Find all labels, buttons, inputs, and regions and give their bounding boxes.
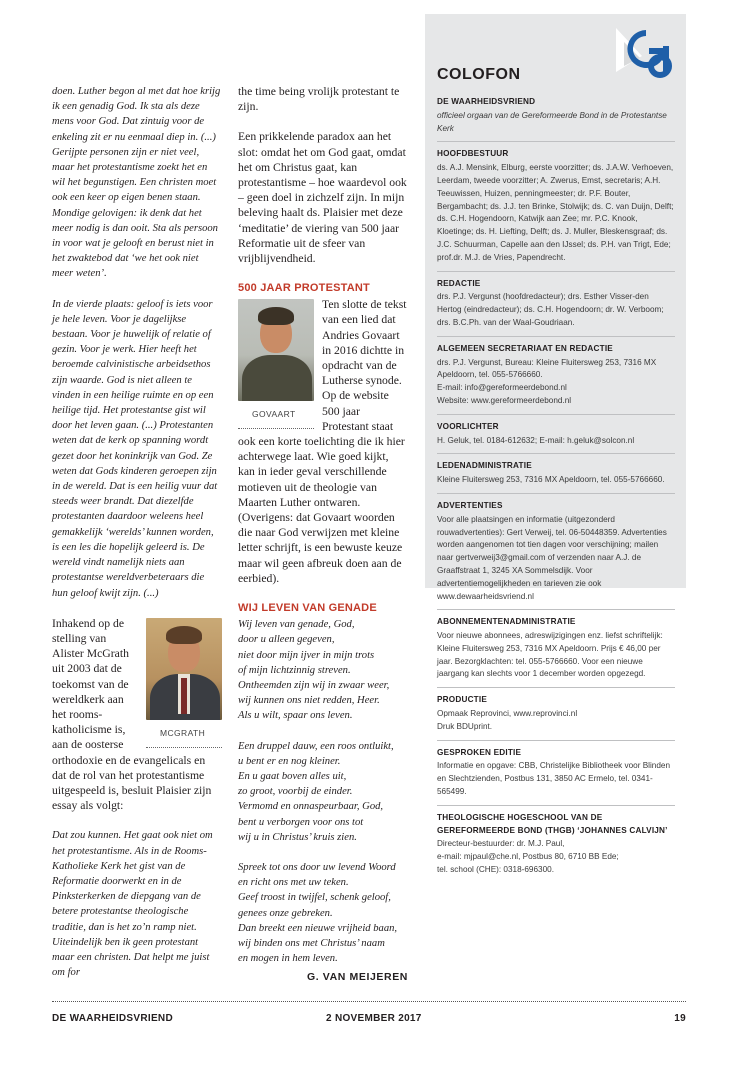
colofon-section-heading: HOOFDBESTUUR xyxy=(437,149,509,159)
footer-date: 2 NOVEMBER 2017 xyxy=(326,1013,422,1024)
colofon-section xyxy=(437,740,675,805)
quote-paragraph: Dat zou kunnen. Het gaat ook niet om het protestantisme. Als in de Rooms-Katholieke Kerk het gist van de Reformatie doorwerkt en in de Pinksterkerken de diepgang van de betere protestantse theologische traditie, dan is het zo’n ramp niet. Uiteindelijk ben ik geen protestant maar een christen. Dat helpt me juist om for xyxy=(52,830,213,979)
section-heading: 500 JAAR PROTESTANT xyxy=(238,282,370,295)
colofon-section xyxy=(437,414,675,454)
poem-heading: WIJ LEVEN VAN GENADE xyxy=(238,602,377,615)
gereformeerde-bond-logo-icon xyxy=(616,28,674,88)
colofon-section-text: officieel orgaan van de Gereformeerde Bond in de Protestantse Kerk xyxy=(437,110,667,133)
body-text: Ten slotte de tekst van een lied dat Andries Govaart in 2016 dichtte in opdracht van de Lutherse synode. Op de website 500 jaar Protestant staat ook een korte toelichting die ik hier achterwege laat. Wie goed kijkt, kan in ieder geval verschillende motieven uit de theologie van Maarten Luther ontwaren. (Overigens: dat Govaart woorden die naar God verwijzen met kleine letter schrijft, is een bewuste keuze maar wil geen afbreuk doen aan de eerbied). xyxy=(238,298,407,585)
colofon-section xyxy=(437,609,675,687)
poem-stanza: Wij leven van genade, God, door u alleen gegeven, niet door mijn ijver in mijn trots of mijn lichtzinnig streven. Ontheemden zijn wij in zwaar weer, wij kunnen ons niet redden, Heer. Als u wilt, spaar ons leven. xyxy=(238,619,390,722)
photo-caption: MCGRATH xyxy=(146,720,222,748)
colofon-section xyxy=(437,336,675,414)
quote-paragraph: In de vierde plaats: geloof is iets voor je hele leven. Voor je dagelijkse bestaan. Voor je huwelijk of relatie of gezin. Voor je werk. Hier heeft het beroemde calvinistische arbeidsethos zijn waarde. God is niet alleen te vinden in een heilige ruimte en op een heilige tijd. Het protestantse gist wil door het leven gaan. (...) Protestanten weten dat de kerk op spanning wordt gezet door het koninkrijk van God. Ze weten dat Gods kinderen geroepen zijn in de wereld. Dat is een heilig vuur dat steeds weer brandt. Dat diezelfde protestanten daardoor weleens heel gemakkelijk ‘werelds’ kunnen worden, is een les die hopelijk geleerd is. De wereld vindt namelijk niets aan protestantse wereldverbeteraars die hun geloof kwijt zijn. (...) xyxy=(52,298,218,599)
poem-stanza: Een druppel dauw, een roos ontluikt, u bent er en nog kleiner. En u gaat boven alles uit, zo groot, voorbij de einder. Vermomd en onnaspeurbaar, God, bent u verborgen voor ons tot wij u in Christus’ kruis zien. xyxy=(238,740,394,843)
colofon-panel xyxy=(425,14,686,875)
article-column-1 xyxy=(52,84,222,995)
colofon-section-heading: PRODUCTIE xyxy=(437,695,488,705)
mcgrath-photo xyxy=(146,618,222,720)
colofon-section-text: drs. P.J. Vergunst (hoofdredacteur); drs. Esther Visser-den Hertog (eindredacteur); ds. C.H. Hogendoorn; dr. W. Verboom; drs. B.C.Ph. van der Waal-Goudriaan. xyxy=(437,292,664,327)
footer-publication: DE WAARHEIDSVRIEND xyxy=(52,1013,173,1024)
colofon-section-text: Voor alle plaatsingen en informatie (uitgezonderd rouwadvertenties): Gert Verweij, tel. 06-50448359. Advertenties worden aangenomen tot tien dagen voor verschijning; mailen naar gertverweij3@gmail.com of verzenden naar A.J. de Graaffstraat 1, 3245 XA Sommelsdijk. Voor advertentiemogelijkheden en tarieven zie ook www.dewaarheidsvriend.nl xyxy=(437,514,667,601)
photo-caption: GOVAART xyxy=(238,401,314,429)
colofon-section-heading: LEDENADMINISTRATIE xyxy=(437,461,532,471)
govaart-photo xyxy=(238,299,314,401)
colofon-section-heading: GESPROKEN EDITIE xyxy=(437,747,522,757)
mcgrath-figure xyxy=(146,618,222,748)
colofon-section-heading: THEOLOGISCHE HOGESCHOOL VAN DE GEREFORMEERDE BOND (THGB) ‘JOHANNES CALVIJN’ xyxy=(437,812,668,835)
body-paragraph: Een prikkelende paradox aan het slot: omdat het om God gaat, omdat het om Christus gaat, kan protestantisme – hoe waardevol ook – geen doel in zichzelf zijn. In mijn beleving haalt ds. Plaisier met deze ‘meditatie’ de viering van 500 jaar Reformatie uit de sfeer van vrijblijvendheid. xyxy=(238,130,407,266)
colofon-section-text: Kleine Fluitersweg 253, 7316 MX Apeldoorn, tel. 055-5766660. xyxy=(437,475,665,485)
article-column-2 xyxy=(238,84,408,983)
poem xyxy=(238,617,408,966)
colofon-sections xyxy=(437,96,675,883)
poem-stanza: Spreek tot ons door uw levend Woord en richt ons met uw teken. Geef troost in twijfel, schenk geloof, genees onze gebreken. Dan breekt een nieuwe vrijheid baan, wij binden ons met Christus’ naam en mogen in hem leven. xyxy=(238,861,398,965)
colofon-section-text: Druk BDUprint. xyxy=(437,721,493,731)
quote-paragraph: doen. Luther begon al met dat hoe krijg ik een genadig God. Ik sta als deze mens voor God. Dat zintuig voor de enkeling zit er nu eenmaal diep in. (...) Gerijpte personen zijn er niet veel, maar het protestantisme zoekt het en wil het begunstigen. Een christen moet ook een keer op eigen benen staan. Mondige gelovigen: ik denk dat het meer nodig is dan ooit. Sta als persoon in voor wat je gelooft en berust niet in het zwaktebod dat ‘we het ook niet meer weten’. xyxy=(52,86,221,280)
colofon-section xyxy=(437,493,675,609)
page-footer xyxy=(52,1001,686,1024)
poem-author: G. VAN MEIJEREN xyxy=(307,971,408,984)
colofon-section-heading: DE WAARHEIDSVRIEND xyxy=(437,97,536,106)
body-paragraph xyxy=(52,616,222,814)
colofon-section-text: H. Geluk, tel. 0184-612632; E-mail: h.geluk@solcon.nl xyxy=(437,435,635,445)
colofon-section xyxy=(437,271,675,336)
colofon-section-heading: ADVERTENTIES xyxy=(437,500,503,510)
colofon-section-heading: ABONNEMENTENADMINISTRATIE xyxy=(437,617,576,627)
colofon-section-text: Opmaak Reprovinci, www.reprovinci.nl xyxy=(437,709,578,719)
colofon-section-text: Informatie en opgave: CBB, Christelijke Bibliotheek voor Blinden en Slechtzienden, Postbus 131, 3850 AC Ermelo, tel. 0341-565499. xyxy=(437,761,671,797)
colofon-title: COLOFON xyxy=(437,66,521,83)
colofon-section xyxy=(437,96,675,141)
body-paragraph xyxy=(238,297,408,586)
body-paragraph: the time being vrolijk protestant te zijn. xyxy=(238,85,400,114)
colofon-section-text: E-mail: info@gereformeerdebond.nl xyxy=(437,383,567,393)
colofon-section xyxy=(437,687,675,739)
colofon-section-heading: REDACTIE xyxy=(437,278,481,288)
colofon-section-text: ds. A.J. Mensink, Elburg, eerste voorzitter; ds. J.A.W. Verhoeven, Leerdam, tweede voorzitter; A. Zwerus, Emst, secretaris; A.H. Teeuwissen, Huizen, penningmeester; dr. P.F. Bouter, Bergambacht; ds. J.J. ten Brinke, Stolwijk; ds. C. van Duijn, Delft; ds. C.H. Hogendoorn, Katwijk aan Zee; mr. P.C. Knook, Kloetinge; ds. H. Liefting, Delft; ds. J. Muller, Bleskensgraaf; ds. J.C. Schuurman, Capelle aan den IJssel; ds. P.H. van Trigt, Ede; prof.dr. M.J. de Vries, Papendrecht. xyxy=(437,163,674,262)
govaart-figure xyxy=(238,299,314,429)
colofon-section-text: Directeur-bestuurder: dr. M.J. Paul, xyxy=(437,839,565,849)
colofon-section xyxy=(437,141,675,270)
colofon-section xyxy=(437,453,675,493)
footer-page-number: 19 xyxy=(674,1013,686,1024)
colofon-section-text: e-mail: mjpaul@che.nl, Postbus 80, 6710 BB Ede; xyxy=(437,852,619,862)
body-text: Inhakend op de stelling van Alister McGrath uit 2003 dat de toekomst van de wereldkerk aan het rooms-katholicisme is, aan de oosterse orthodoxie en de evangelicals en dat de rol van het protestantisme uitgespeeld is, besluit Plaisier zijn essay als volgt: xyxy=(52,616,212,813)
colofon-section xyxy=(437,805,675,883)
colofon-section-text: tel. school (CHE): 0318-696300. xyxy=(437,865,554,875)
colofon-section-text: Voor nieuwe abonnees, adreswijzigingen enz. liefst schriftelijk: Kleine Fluitersweg 253, 7316 MX Apeldoorn. Prijs € 46,00 per jaar. Bezorgklachten: tel. 055-5766660. Voor een nieuwe jaargang kan slechts voor 1 december worden opgezegd. xyxy=(437,631,663,679)
colofon-section-heading: VOORLICHTER xyxy=(437,421,499,431)
colofon-section-heading: ALGEMEEN SECRETARIAAT EN REDACTIE xyxy=(437,343,613,353)
colofon-section-text: Website: www.gereformeerdebond.nl xyxy=(437,395,572,405)
colofon-section-text: drs. P.J. Vergunst, Bureau: Kleine Fluitersweg 253, 7316 MX Apeldoorn, tel. 055-5766660. xyxy=(437,357,657,380)
